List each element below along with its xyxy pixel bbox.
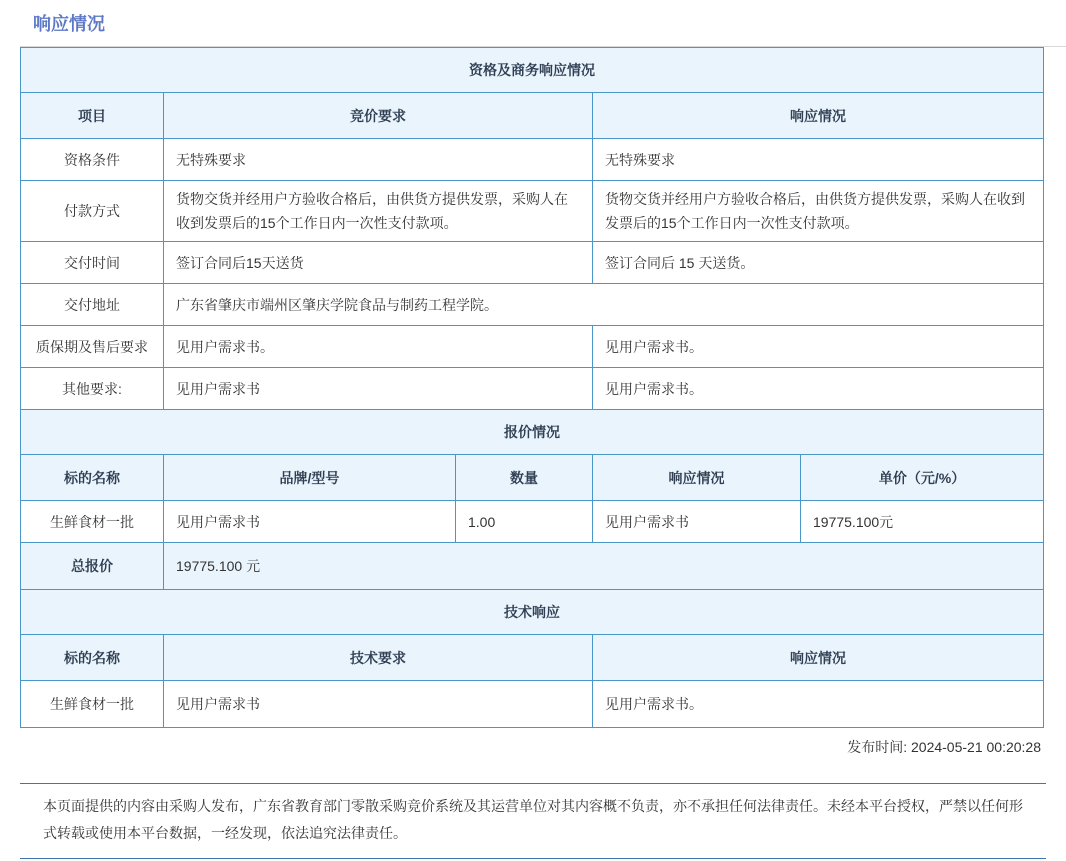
cell-item-label: 付款方式: [21, 181, 164, 242]
cell-response: 见用户需求书。: [593, 368, 1044, 410]
cell-item-label: 其他要求:: [21, 368, 164, 410]
technical-header-row: [21, 635, 1044, 681]
cell-item-label: 交付地址: [21, 284, 164, 326]
cell-requirement: 广东省肇庆市端州区肇庆学院食品与制药工程学院。: [164, 284, 1044, 326]
col-header-subject-name: 标的名称: [21, 635, 164, 681]
total-quote-label: 总报价: [21, 543, 164, 590]
table-row-payment-method: [21, 181, 1044, 242]
footer-disclaimer-text: 本页面提供的内容由采购人发布，广东省教育部门零散采购竞价系统及其运营单位对其内容概不负责，亦不承担任何法律责任。未经本平台授权，严禁以任何形式转载或使用本平台数据，一经发现，依法追究法律责任。: [43, 798, 1023, 841]
publish-time: 发布时间: 2024-05-21 00:20:28: [847, 739, 1041, 755]
col-header-response: 响应情况: [593, 635, 1044, 681]
table-row-qualification-condition: [21, 139, 1044, 181]
cell-requirement: 无特殊要求: [164, 139, 593, 181]
cell-quantity: 1.00: [456, 501, 593, 543]
cell-response: 无特殊要求: [593, 139, 1044, 181]
col-header-response: 响应情况: [593, 93, 1044, 139]
col-header-bidding-requirement: 竞价要求: [164, 93, 593, 139]
cell-requirement: 货物交货并经用户方验收合格后，由供货方提供发票，采购人在收到发票后的15个工作日内一次性支付款项。: [164, 181, 593, 242]
cell-requirement: 见用户需求书: [164, 368, 593, 410]
col-header-response: 响应情况: [593, 455, 801, 501]
cell-technical-requirement: 见用户需求书: [164, 681, 593, 728]
col-header-technical-requirement: 技术要求: [164, 635, 593, 681]
cell-brand-model: 见用户需求书: [164, 501, 456, 543]
section-row-quotation: [21, 410, 1044, 455]
cell-subject-name: 生鲜食材一批: [21, 681, 164, 728]
table-row-delivery-address: [21, 284, 1044, 326]
cell-item-label: 资格条件: [21, 139, 164, 181]
section-title-technical: 技术响应: [21, 590, 1044, 635]
table-row-other-requirements: [21, 368, 1044, 410]
table-row-delivery-time: [21, 242, 1044, 284]
section-row-technical: [21, 590, 1044, 635]
cell-subject-name: 生鲜食材一批: [21, 501, 164, 543]
col-header-item: 项目: [21, 93, 164, 139]
response-table: [20, 47, 1044, 728]
cell-response: 签订合同后 15 天送货。: [593, 242, 1044, 284]
cell-unit-price: 19775.100元: [801, 501, 1044, 543]
table-row-warranty: [21, 326, 1044, 368]
col-header-subject-name: 标的名称: [21, 455, 164, 501]
section-title-quotation: 报价情况: [21, 410, 1044, 455]
footer-disclaimer-box: [20, 783, 1046, 859]
cell-requirement: 签订合同后15天送货: [164, 242, 593, 284]
total-quote-value: 19775.100 元: [164, 543, 1044, 590]
cell-response: 见用户需求书。: [593, 326, 1044, 368]
cell-response: 货物交货并经用户方验收合格后，由供货方提供发票，采购人在收到发票后的15个工作日内一次性支付款项。: [593, 181, 1044, 242]
cell-response: 见用户需求书: [593, 501, 801, 543]
quotation-header-row: [21, 455, 1044, 501]
cell-item-label: 质保期及售后要求: [21, 326, 164, 368]
cell-requirement: 见用户需求书。: [164, 326, 593, 368]
col-header-unit-price: 单价（元/%）: [801, 455, 1044, 501]
table-row-quotation-item: [21, 501, 1044, 543]
cell-item-label: 交付时间: [21, 242, 164, 284]
table-row-technical-item: [21, 681, 1044, 728]
section-title-qualification: 资格及商务响应情况: [21, 48, 1044, 93]
section-row-qualification: [21, 48, 1044, 93]
col-header-brand-model: 品牌/型号: [164, 455, 456, 501]
page-container: [0, 10, 1066, 769]
qualification-header-row: [21, 93, 1044, 139]
page-title: 响应情况: [33, 14, 105, 34]
col-header-quantity: 数量: [456, 455, 593, 501]
cell-response: 见用户需求书。: [593, 681, 1044, 728]
table-row-total-quote: [21, 543, 1044, 590]
